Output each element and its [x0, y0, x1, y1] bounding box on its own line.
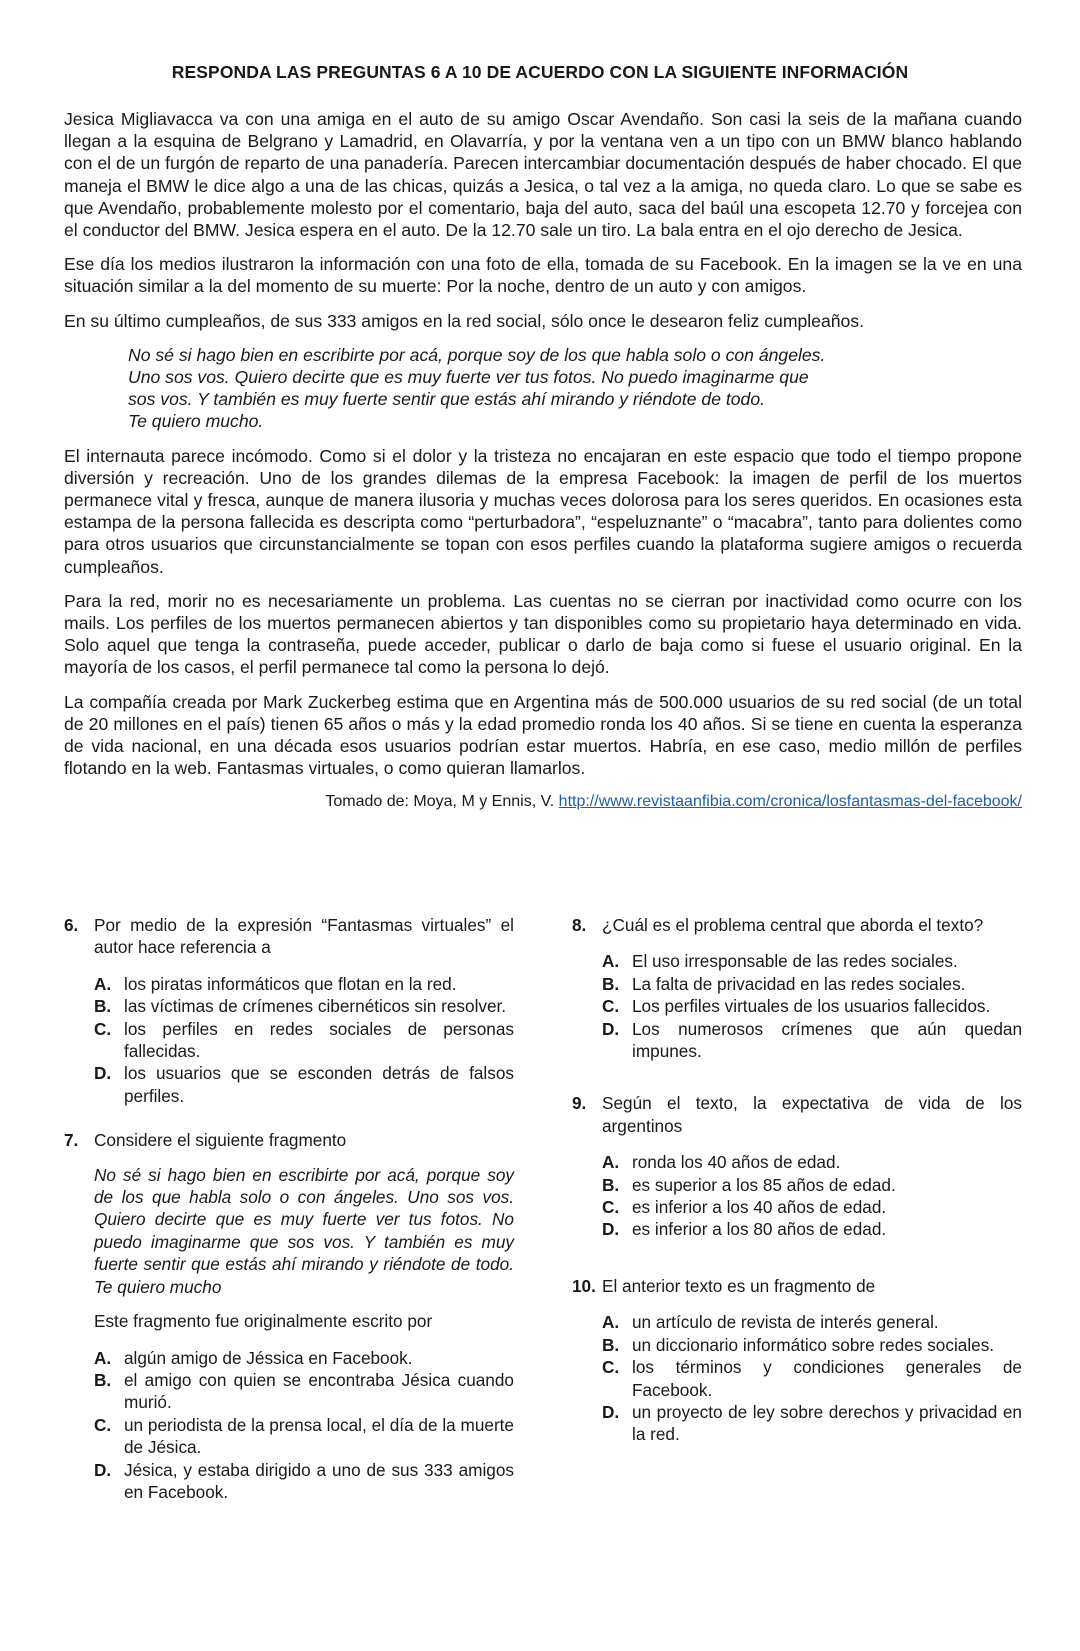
option-text: es inferior a los 40 años de edad. [632, 1197, 887, 1218]
option-letter: C. [602, 1357, 620, 1378]
passage-paragraph: Ese día los medios ilustraron la información con una foto de ella, tomada de su Facebook. En la imagen se la ve en una situación similar a la del momento de su muerte: Por la noche, dentro de un auto y con amigos. [64, 254, 1022, 297]
option-letter: C. [94, 1414, 112, 1435]
option-b[interactable] [94, 995, 514, 1017]
question-text: Considere el siguiente fragmento [94, 1130, 347, 1151]
option-text: los perfiles en redes sociales de personas fallecidas. [124, 1018, 514, 1062]
option-b[interactable] [94, 1369, 514, 1414]
option-text: un proyecto de ley sobre derechos y privacidad en la red. [632, 1401, 1022, 1445]
option-text: las víctimas de crímenes cibernéticos sin resolver. [124, 996, 507, 1017]
option-text: Jésica, y estaba dirigido a uno de sus 333 amigos en Facebook. [124, 1459, 514, 1502]
options-list [94, 973, 514, 1107]
source-link[interactable]: http://www.revistaanfibia.com/cronica/losfantasmas-del-facebook/ [558, 793, 1022, 811]
option-text: ronda los 40 años de edad. [632, 1152, 841, 1173]
question-number: 6. [64, 915, 79, 935]
question-text: El anterior texto es un fragmento de [602, 1275, 876, 1296]
question-number: 10. [572, 1275, 596, 1296]
option-letter: C. [602, 996, 620, 1017]
option-letter: A. [602, 1312, 620, 1333]
option-d[interactable] [602, 1218, 1022, 1240]
option-letter: D. [94, 1063, 112, 1084]
question-8 [572, 914, 1022, 1062]
option-c[interactable] [602, 995, 1022, 1017]
option-letter: B. [94, 1369, 112, 1390]
option-letter: C. [602, 1197, 620, 1218]
question-number: 9. [572, 1093, 587, 1114]
options-list [602, 1311, 1022, 1445]
source-prefix: Tomado de: Moya, M y Ennis, V. [325, 793, 559, 811]
quote-line: No sé si hago bien en escribirte por acá, porque soy de los que habla solo o con ángeles. [128, 344, 826, 365]
passage-paragraph: El internauta parece incómodo. Como si el dolor y la tristeza no encajaran en este espacio que todo el tiempo propone diversión y recreación. Uno de los grandes dilemas de la empresa Facebook: la imagen de perfil de los muertos permanece vital y fresca, aunque de manera ilusoria y muchas veces dolorosa para los seres queridos. En ocasiones esta estampa de la persona fallecida es descripta como “perturbadora”, “espeluznante” o “macabra”, tanto para dolientes como para otros usuarios que circunstancialmente se topan con esos perfiles cuando la plataforma sugiere amigos o recuerda cumpleaños. [64, 445, 1022, 577]
option-d[interactable] [94, 1062, 514, 1107]
option-a[interactable] [602, 1151, 1022, 1173]
question-subprompt: Este fragmento fue originalmente escrito por [94, 1311, 433, 1332]
option-c[interactable] [602, 1356, 1022, 1401]
option-d[interactable] [94, 1459, 514, 1504]
option-text: La falta de privacidad en las redes sociales. [632, 973, 966, 994]
option-text: un diccionario informático sobre redes sociales. [632, 1334, 995, 1355]
questions-right-column [572, 914, 1022, 1468]
option-letter: A. [602, 1152, 620, 1173]
option-d[interactable] [602, 1401, 1022, 1446]
option-text: un periodista de la prensa local, el día de la muerte de Jésica. [124, 1414, 514, 1458]
option-letter: B. [94, 996, 112, 1017]
question-10 [572, 1275, 1022, 1446]
option-c[interactable] [94, 1414, 514, 1459]
passage-quote [128, 344, 928, 433]
question-text: Por medio de la expresión “Fantasmas virtuales” el autor hace referencia a [94, 915, 514, 958]
option-letter: A. [602, 951, 620, 972]
option-text: es inferior a los 80 años de edad. [632, 1219, 887, 1240]
option-letter: D. [602, 1018, 620, 1039]
options-list [602, 1151, 1022, 1241]
option-letter: D. [602, 1401, 620, 1422]
question-number: 7. [64, 1130, 79, 1151]
option-letter: C. [94, 1018, 112, 1039]
question-6 [64, 914, 514, 1107]
questions-left-column [64, 914, 514, 1525]
option-text: los términos y condiciones generales de Facebook. [632, 1357, 1022, 1400]
source-citation [64, 791, 1022, 813]
quote-line: sos vos. Y también es muy fuerte sentir que estás ahí mirando y riéndote de todo. [128, 389, 765, 410]
passage-paragraph: La compañía creada por Mark Zuckerbeg estima que en Argentina más de 500.000 usuarios de su red social (de un total de 20 millones en el país) tienen 65 años o más y la edad promedio ronda los 40 años. Si se tiene en cuenta la esperanza de vida nacional, en una década esos usuarios podrían estar muertos. Habría, en ese caso, medio millón de perfiles flotando en la web. Fantasmas virtuales, o como quieran llamarlos. [64, 691, 1022, 779]
option-text: Los perfiles virtuales de los usuarios fallecidos. [632, 996, 991, 1017]
option-d[interactable] [602, 1018, 1022, 1063]
option-a[interactable] [602, 1311, 1022, 1333]
section-heading: RESPONDA LAS PREGUNTAS 6 A 10 DE ACUERDO CON LA SIGUIENTE INFORMACIÓN [171, 62, 909, 82]
passage-paragraph: Jesica Migliavacca va con una amiga en el auto de su amigo Oscar Avendaño. Son casi la seis de la mañana cuando llegan a la esquina de Belgrano y Lamadrid, en Olavarría, y por la ventana ven a un tipo con un BMW blanco hablando con el de un furgón de reparto de una panadería. Parecen intercambiar documentación después de haber chocado. El que maneja el BMW le dice algo a una de las chicas, quizás a Jesica, o tal vez a la amiga, no queda claro. Lo que se sabe es que Avendaño, probablemente molesto por el comentario, baja del auto, saca del baúl una escopeta 12.70 y forcejea con el conductor del BMW. Jesica espera en el auto. De la 12.70 sale un tiro. La bala entra en el ojo derecho de Jesica. [64, 109, 1022, 241]
option-letter: B. [602, 1334, 620, 1355]
option-a[interactable] [602, 950, 1022, 972]
option-text: es superior a los 85 años de edad. [632, 1174, 896, 1195]
question-9 [572, 1092, 1022, 1240]
question-text: ¿Cuál es el problema central que aborda el texto? [602, 915, 984, 935]
option-text: Los numerosos crímenes que aún quedan impunes. [632, 1018, 1022, 1062]
quote-line: Te quiero mucho. [128, 411, 264, 432]
option-letter: D. [602, 1219, 620, 1240]
option-c[interactable] [602, 1196, 1022, 1218]
option-text: los usuarios que se esconden detrás de falsos perfiles. [124, 1063, 514, 1106]
option-b[interactable] [602, 1174, 1022, 1196]
option-text: algún amigo de Jéssica en Facebook. [124, 1347, 413, 1368]
option-text: un artículo de revista de interés general. [632, 1312, 939, 1333]
option-letter: A. [94, 1347, 112, 1368]
passage-paragraph: En su último cumpleaños, de sus 333 amigos en la red social, sólo once le desearon feliz cumpleaños. [64, 310, 864, 331]
question-text: Según el texto, la expectativa de vida de los argentinos [602, 1093, 1022, 1136]
option-text: los piratas informáticos que flotan en la red. [124, 973, 457, 994]
option-letter: B. [602, 1174, 620, 1195]
quote-line: Uno sos vos. Quiero decirte que es muy fuerte ver tus fotos. No puedo imaginarme que [128, 367, 809, 388]
option-letter: A. [94, 973, 112, 994]
option-a[interactable] [94, 1347, 514, 1369]
option-a[interactable] [94, 973, 514, 995]
question-number: 8. [572, 915, 587, 935]
option-c[interactable] [94, 1018, 514, 1063]
question-7 [64, 1129, 514, 1503]
option-text: el amigo con quien se encontraba Jésica cuando murió. [124, 1369, 514, 1413]
options-list [602, 950, 1022, 1062]
reading-passage [64, 108, 1022, 814]
option-b[interactable] [602, 973, 1022, 995]
option-text: El uso irresponsable de las redes sociales. [632, 951, 958, 972]
options-list [94, 1347, 514, 1504]
question-fragment: No sé si hago bien en escribirte por acá, porque soy de los que habla solo o con ángeles. Uno sos vos. Quiero decirte que es muy fuerte ver tus fotos. No puedo imaginarme que sos vos. Y también es muy fuerte sentir que estás ahí mirando y riéndote de todo. Te quiero mucho [94, 1164, 514, 1297]
option-letter: D. [94, 1459, 112, 1480]
passage-paragraph: Para la red, morir no es necesariamente un problema. Las cuentas no se cierran por inactividad como ocurre con los mails. Los perfiles de los muertos permanecen abiertos y tan disponibles como su propietario haya determinado en vida. Solo aquel que tenga la contraseña, puede acceder, publicar o darlo de baja como si fuese el usuario original. En la mayoría de los casos, el perfil permanece tal como la persona lo dejó. [64, 590, 1022, 678]
option-b[interactable] [602, 1334, 1022, 1356]
option-letter: B. [602, 973, 620, 994]
